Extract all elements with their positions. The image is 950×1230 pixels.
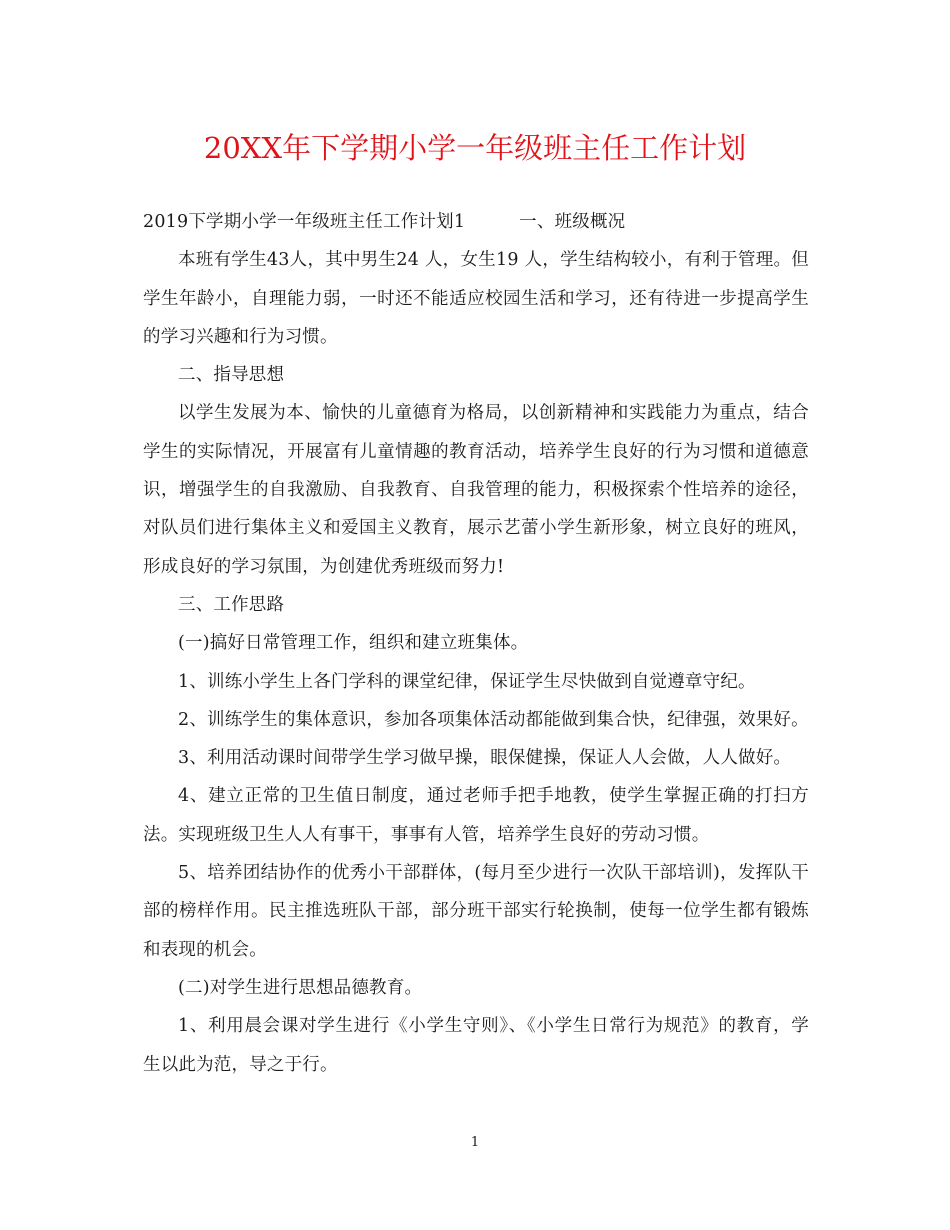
paragraph-class-overview: 本班有学生43人，其中男生24 人，女生19 人，学生结构较小，有利于管理。但学生年龄小，自理能力弱，一时还不能适应校园生活和学习，还有待进一步提高学生的学习兴趣和行为习惯。: [143, 250, 809, 347]
document-title: 20XX年下学期小学一年级班主任工作计划: [203, 131, 747, 165]
list-item-class-cadres: 5、培养团结协作的优秀小干部群体，(每月至少进行一次队干部培训)，发挥队干部的榜样作用。民主推选班队干部，部分班干部实行轮换制，使每一位学生都有锻炼和表现的机会。: [143, 863, 809, 960]
section-heading-work-approach: 三、工作思路: [178, 594, 285, 615]
subsection-heading-daily-management: (一)搞好日常管理工作，组织和建立班集体。: [178, 633, 529, 654]
document-body: [143, 203, 809, 1084]
intro-heading: 2019下学期小学一年级班主任工作计划1: [143, 212, 466, 232]
list-item-morning-exercises: 3、利用活动课时间带学生学习做早操，眼保健操，保证人人会做，人人做好。: [178, 748, 792, 769]
paragraph-guiding-ideas: 以学生发展为本、愉快的儿童德育为格局，以创新精神和实践能力为重点，结合学生的实际情况，开展富有儿童情趣的教育活动，培养学生良好的行为习惯和道德意识，增强学生的自我激励、自我教育、自我管理的能力，积极探索个性培养的途径，对队员们进行集体主义和爱国主义教育，展示艺蕾小学生新形象，树立良好的班风，形成良好的学习氛围，为创建优秀班级而努力!: [143, 403, 809, 577]
page-number: 1: [470, 1135, 480, 1150]
section-heading-overview: 一、班级概况: [519, 212, 626, 232]
list-item-morning-meeting: 1、利用晨会课对学生进行《小学生守则》、《小学生日常行为规范》的教育，学生以此为范，导之于行。: [143, 1016, 809, 1075]
section-heading-guiding-ideas: 二、指导思想: [178, 365, 285, 386]
list-item-collective-awareness: 2、训练学生的集体意识，参加各项集体活动都能做到集合快，纪律强，效果好。: [178, 709, 809, 730]
list-item-classroom-discipline: 1、训练小学生上各门学科的课堂纪律，保证学生尽快做到自觉遵章守纪。: [178, 671, 756, 692]
list-item-hygiene-duty: 4、建立正常的卫生值日制度，通过老师手把手地教，使学生掌握正确的打扫方法。实现班级卫生人人有事干，事事有人管，培养学生良好的劳动习惯。: [143, 786, 809, 845]
subsection-heading-moral-education: (二)对学生进行思想品德教育。: [178, 977, 423, 998]
intro-line: [143, 203, 809, 241]
